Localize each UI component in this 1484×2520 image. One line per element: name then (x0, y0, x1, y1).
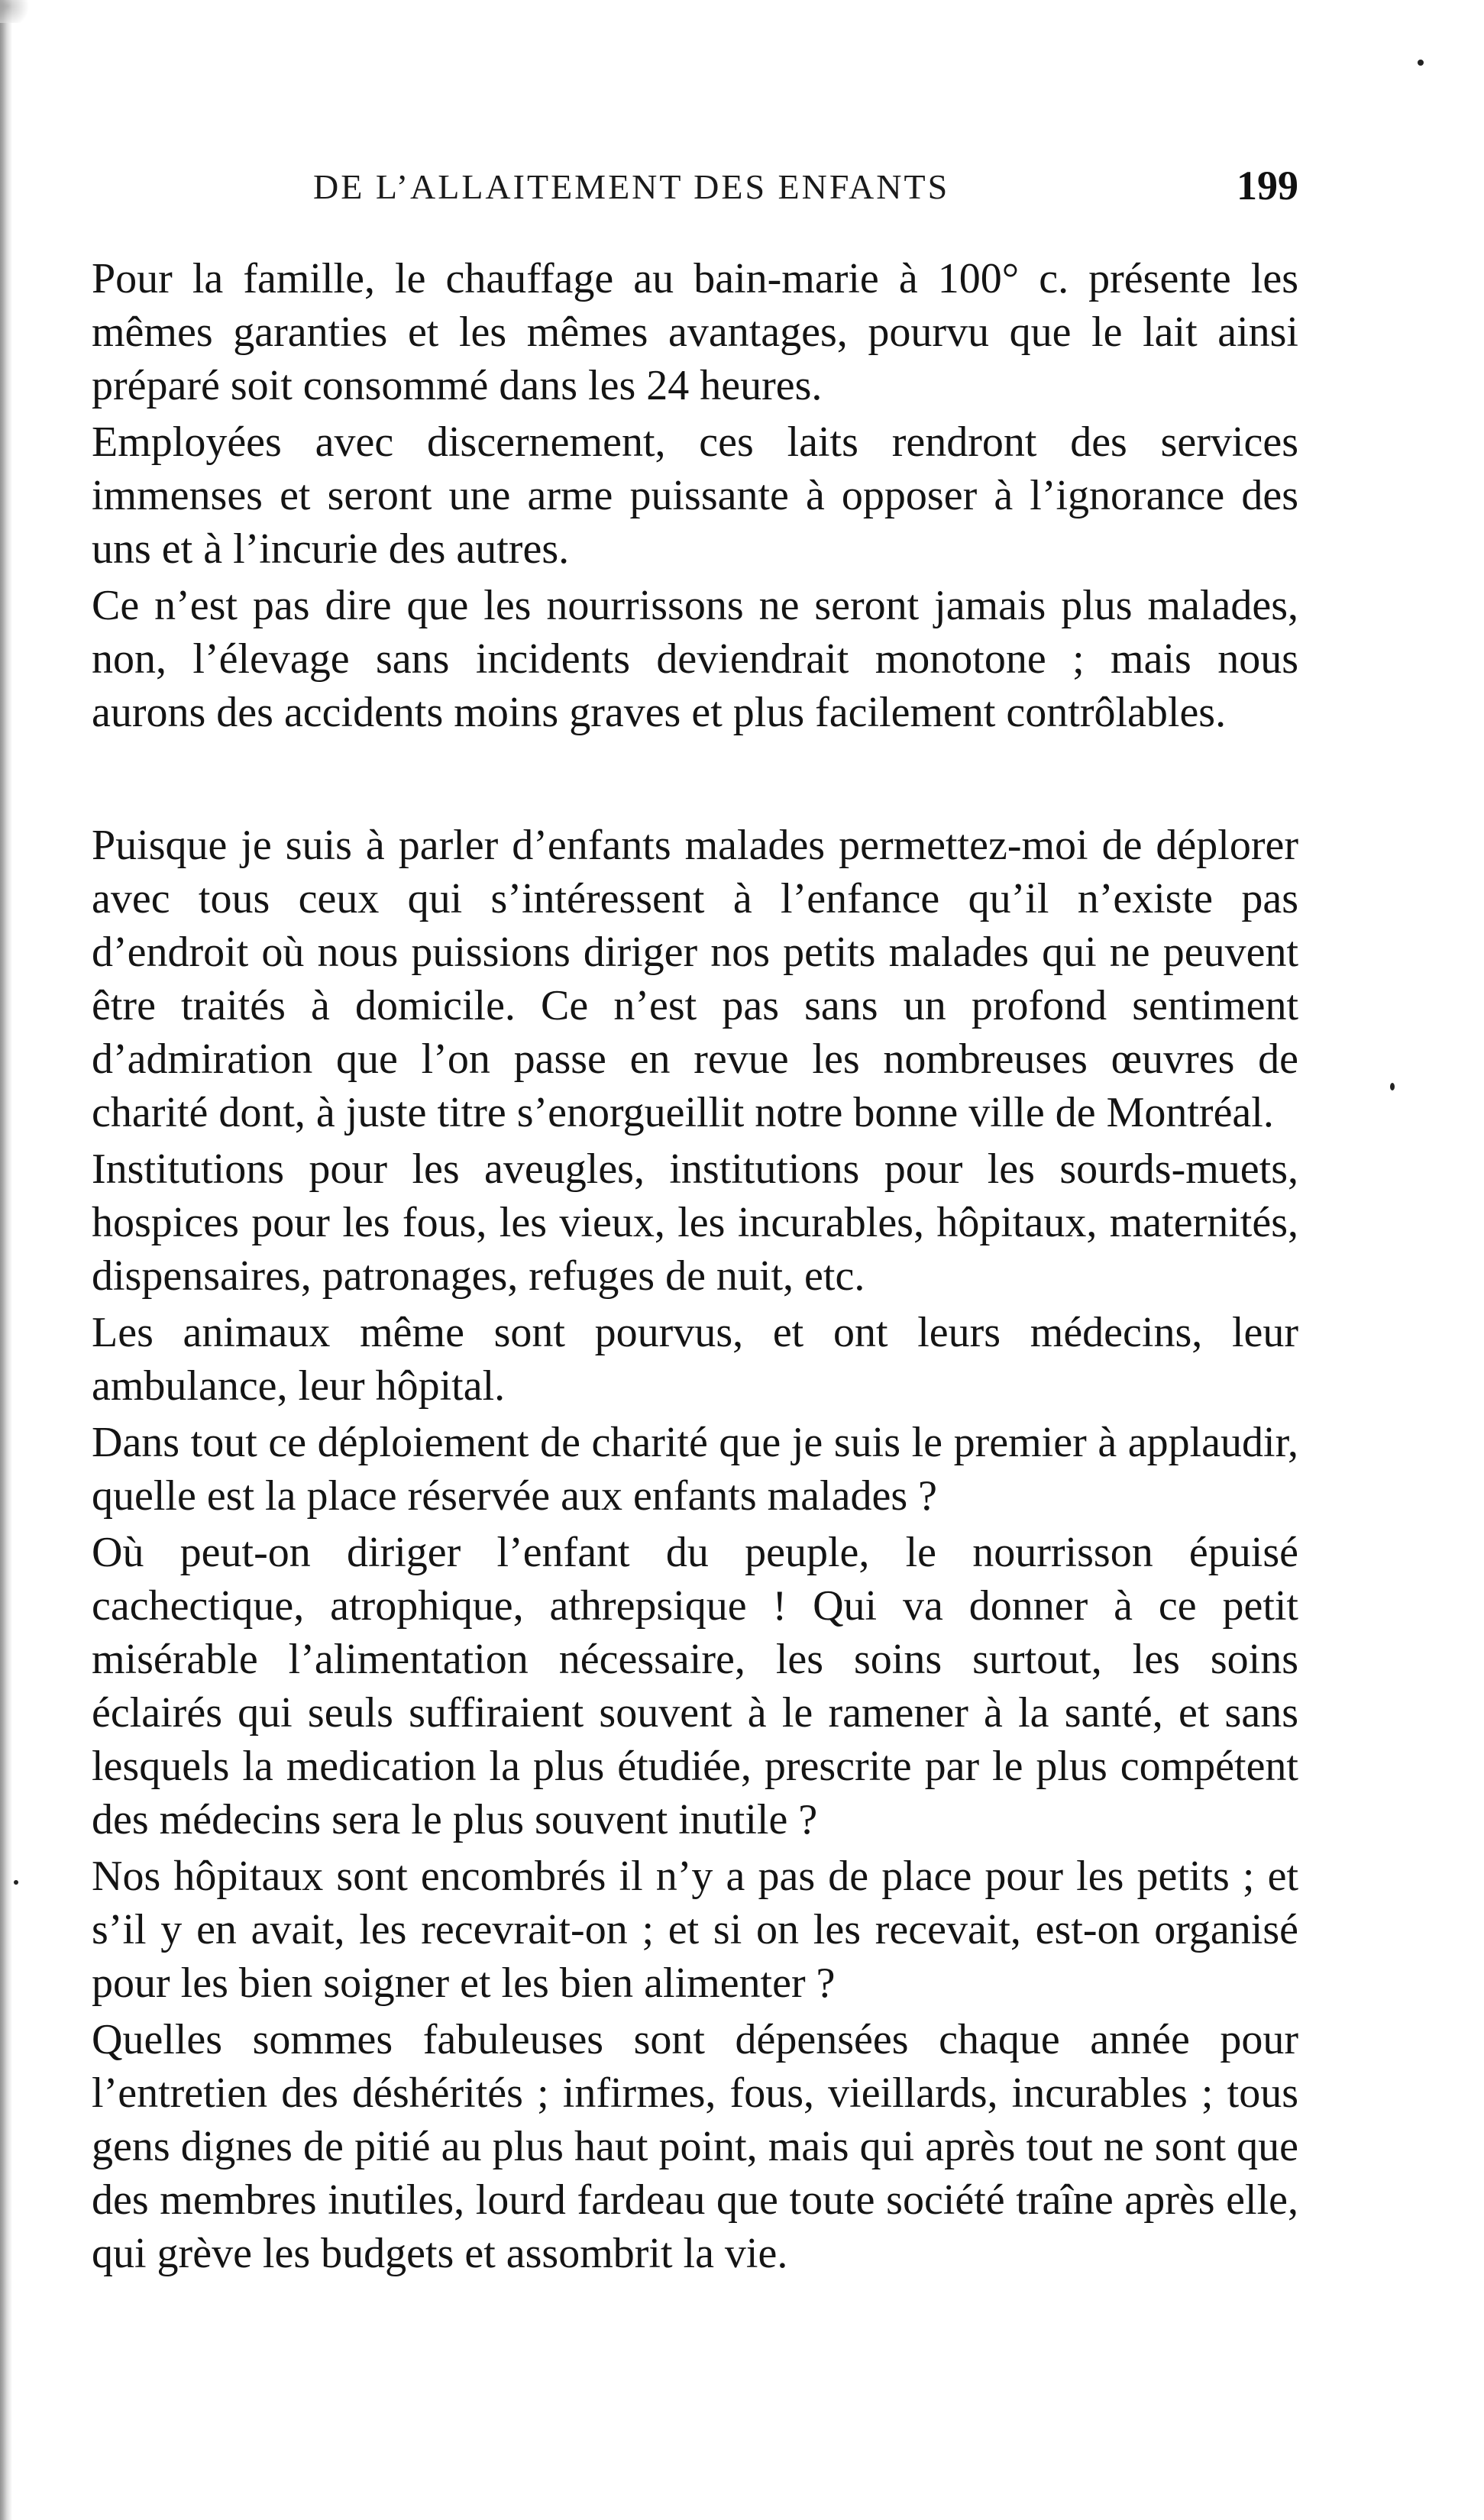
body-text (92, 252, 1298, 2283)
paragraph: Où peut-on diriger l’enfant du peuple, le nourrisson épuisé cachectique, atrophique, athrepsique ! Qui va donner à ce petit misérable l’alimentation nécessaire, les soins surtout, les soins éclairés qui seuls suffiraient souvent à le ramener à la santé, et sans lesquels la medication la plus étudiée, prescrite par le plus compétent des médecins sera le plus souvent inutile ? (92, 1529, 1298, 1843)
paragraph: Institutions pour les aveugles, institutions pour les sourds-muets, hospices pour les fous, les vieux, les incurables, hôpitaux, maternités, dispensaires, patronages, refuges de nuit, etc. (92, 1145, 1298, 1300)
scan-edge-shadow (0, 0, 12, 2520)
paragraph: Pour la famille, le chauffage au bain-marie à 100° c. présente les mêmes garanties et les mêmes avantages, pourvu que le lait ainsi préparé soit consommé dans les 24 heures. (92, 255, 1298, 409)
paragraph: Nos hôpitaux sont encombrés il n’y a pas de place pour les petits ; et s’il y en avait, les recevrait-on ; et si on les recevait, est-on organisé pour les bien soigner et les bien alimenter ? (92, 1853, 1298, 2007)
paragraph: Les animaux même sont pourvus, et ont leurs médecins, leur ambulance, leur hôpital. (92, 1309, 1298, 1410)
running-title: DE L’ALLAITEMENT DES ENFANTS (313, 167, 950, 206)
paragraph: Employées avec discernement, ces laits rendront des services immenses et seront une arme puissante à opposer à l’ignorance des uns et à l’incurie des autres. (92, 418, 1298, 573)
dust-speck (14, 1880, 18, 1885)
page-number: 199 (1237, 163, 1298, 208)
scan-corner-shadow (0, 0, 46, 23)
paragraph: Ce n’est pas dire que les nourrissons ne seront jamais plus malades, non, l’élevage sans incidents deviendrait monotone ; mais nous aurons des accidents moins graves et plus facilement contrôlables. (92, 582, 1298, 736)
paragraph: Dans tout ce déploiement de charité que je suis le premier à applaudir, quelle est la place réservée aux enfants malades ? (92, 1419, 1298, 1520)
dust-speck (1418, 60, 1424, 66)
dust-speck (1390, 1083, 1395, 1090)
paragraph: Quelles sommes fabuleuses sont dépensées chaque année pour l’entretien des déshérités ; infirmes, fous, vieillards, incurables ; tous gens dignes de pitié au plus haut point, mais qui après tout ne sont que des membres inutiles, lourd fardeau que toute société traîne après elle, qui grève les budgets et assombrit la vie. (92, 2016, 1298, 2277)
running-head (92, 163, 1298, 220)
paragraph: Puisque je suis à parler d’enfants malades permettez-moi de déplorer avec tous ceux qui s’intéressent à l’enfance qu’il n’existe pas d’endroit où nous puissions diriger nos petits malades qui ne peuvent être traités à domicile. Ce n’est pas sans un profond sentiment d’admiration que l’on passe en revue les nombreuses œuvres de charité dont, à juste titre s’enorgueillit notre bonne ville de Montréal. (92, 822, 1298, 1136)
